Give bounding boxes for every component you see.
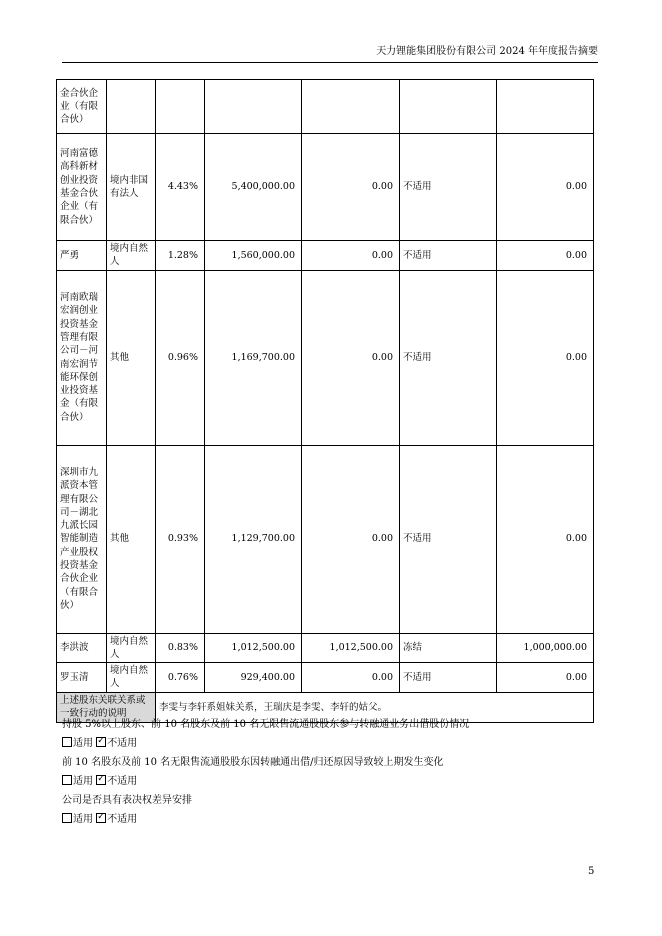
restricted-share-cell: 1,012,500.00 — [302, 633, 400, 663]
table-row — [57, 80, 594, 134]
share-count-cell: 5,400,000.00 — [205, 134, 302, 241]
restricted-share-cell: 0.00 — [302, 663, 400, 693]
unchecked-box-icon — [62, 813, 72, 823]
checked-box-icon — [96, 813, 106, 823]
related-party-label: 上述股东关联关系或一致行动的说明 — [57, 692, 156, 722]
restricted-share-cell: 0.00 — [302, 241, 400, 271]
applicable-label: 适用 — [73, 738, 93, 749]
not-applicable-label: 不适用 — [107, 776, 138, 787]
holding-ratio-cell: 4.43% — [156, 134, 205, 241]
restricted-share-cell — [302, 80, 400, 134]
share-count-cell: 1,560,000.00 — [205, 241, 302, 271]
holder-nature-cell: 境内自然人 — [107, 241, 156, 271]
pledge-count-cell: 0.00 — [497, 663, 594, 693]
page-number: 5 — [588, 866, 595, 877]
restricted-share-cell: 0.00 — [302, 270, 400, 445]
pledge-status-cell — [400, 80, 497, 134]
holder-nature-cell: 其他 — [107, 445, 156, 633]
pledge-status-cell: 不适用 — [400, 445, 497, 633]
holder-name-cell: 深圳市九派资本管理有限公司－湖北九派长园智能制造产业股权投资基金合伙企业（有限合伙） — [57, 445, 107, 633]
holder-nature-cell: 境内自然人 — [107, 633, 156, 663]
holder-nature-cell: 其他 — [107, 270, 156, 445]
table-row — [57, 663, 594, 693]
holder-name-cell: 罗玉清 — [57, 663, 107, 693]
table-row — [57, 445, 594, 633]
holder-name-cell: 河南欧瑞宏润创业投资基金管理有限公司－河南宏润节能环保创业投资基金（有限合伙） — [57, 270, 107, 445]
pledge-count-cell — [497, 80, 594, 134]
share-count-cell: 1,129,700.00 — [205, 445, 302, 633]
holding-ratio-cell — [156, 80, 205, 134]
pledge-status-cell: 不适用 — [400, 663, 497, 693]
pledge-count-cell: 0.00 — [497, 445, 594, 633]
lending-applicability — [62, 737, 137, 751]
pledge-count-cell: 0.00 — [497, 270, 594, 445]
pledge-status-cell: 不适用 — [400, 270, 497, 445]
share-count-cell: 1,012,500.00 — [205, 633, 302, 663]
pledge-status-cell: 冻结 — [400, 633, 497, 663]
voting-rights-title: 公司是否具有表决权差异安排 — [62, 795, 192, 806]
holding-ratio-cell: 0.96% — [156, 270, 205, 445]
shareholder-table — [56, 79, 594, 723]
checked-box-icon — [96, 775, 106, 785]
pledge-count-cell: 0.00 — [497, 241, 594, 271]
holder-name-cell: 河南富德高科新材创业投资基金合伙企业（有限合伙） — [57, 134, 107, 241]
share-count-cell: 929,400.00 — [205, 663, 302, 693]
change-applicability — [62, 775, 137, 789]
pledge-status-cell: 不适用 — [400, 241, 497, 271]
holder-nature-cell: 境内非国有法人 — [107, 134, 156, 241]
lending-disclosure-title: 持股 5%以上股东、前 10 名股东及前 10 名无限售流通股股东参与转融通业务出借股份情况 — [62, 719, 470, 730]
holding-ratio-cell: 1.28% — [156, 241, 205, 271]
report-header: 天力锂能集团股份有限公司 2024 年年度报告摘要 — [62, 42, 598, 63]
voting-rights-applicability — [62, 813, 137, 827]
pledge-status-cell: 不适用 — [400, 134, 497, 241]
unchecked-box-icon — [62, 775, 72, 785]
pledge-count-cell: 1,000,000.00 — [497, 633, 594, 663]
table-row — [57, 134, 594, 241]
holder-nature-cell: 境内自然人 — [107, 663, 156, 693]
table-row — [57, 241, 594, 271]
holder-name-cell: 金合伙企业（有限合伙） — [57, 80, 107, 134]
table-row — [57, 633, 594, 663]
not-applicable-label: 不适用 — [107, 738, 138, 749]
holding-ratio-cell: 0.83% — [156, 633, 205, 663]
holder-name-cell: 严勇 — [57, 241, 107, 271]
change-disclosure-title: 前 10 名股东及前 10 名无限售流通股股东因转融通出借/归还原因导致较上期发生变化 — [62, 757, 444, 768]
pledge-count-cell: 0.00 — [497, 134, 594, 241]
holding-ratio-cell: 0.76% — [156, 663, 205, 693]
applicable-label: 适用 — [73, 776, 93, 787]
share-count-cell — [205, 80, 302, 134]
holder-name-cell: 李洪波 — [57, 633, 107, 663]
share-count-cell: 1,169,700.00 — [205, 270, 302, 445]
checked-box-icon — [96, 737, 106, 747]
restricted-share-cell: 0.00 — [302, 134, 400, 241]
applicable-label: 适用 — [73, 814, 93, 825]
holding-ratio-cell: 0.93% — [156, 445, 205, 633]
not-applicable-label: 不适用 — [107, 814, 138, 825]
holder-nature-cell — [107, 80, 156, 134]
table-row — [57, 270, 594, 445]
restricted-share-cell: 0.00 — [302, 445, 400, 633]
related-party-text: 李雯与李轩系姐妹关系，王瑞庆是李雯、李轩的姑父。 — [156, 692, 594, 722]
unchecked-box-icon — [62, 737, 72, 747]
